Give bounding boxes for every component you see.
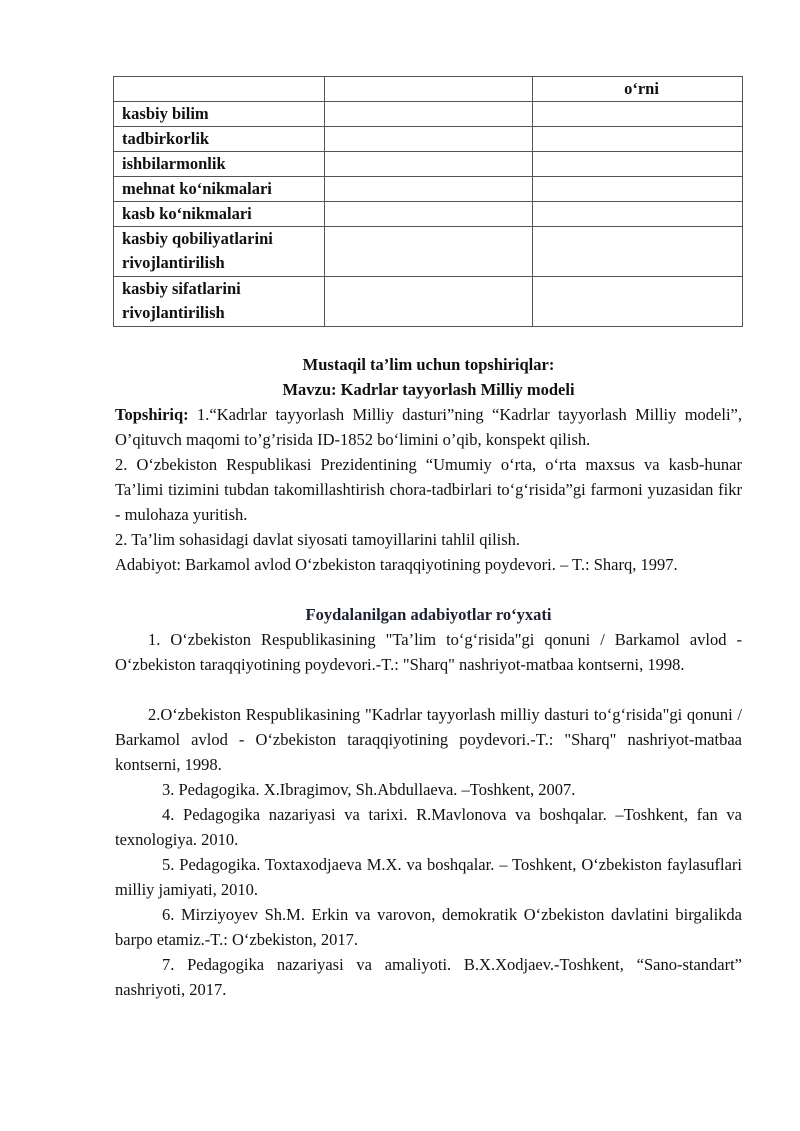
row-label: tadbirkorlik xyxy=(114,127,325,152)
reference-item: 6. Mirziyoyev Sh.M. Erkin va varovon, demokratik O‘zbekiston davlatini birgalikda barpo etamiz.-T.: O‘zbekiston, 2017. xyxy=(115,905,742,949)
table-cell xyxy=(325,127,533,152)
references-title: Foydalanilgan adabiyotlar ro‘yxati xyxy=(305,605,552,624)
task-text: 1.“Kadrlar tayyorlash Milliy dasturi”ning “Kadrlar tayyorlash Milliy modeli”, O’qituvch maqomi to’g’risida ID-1852 bo‘limini o’qib, konspekt qilish. xyxy=(115,405,742,449)
reference-item: 5. Pedagogika. Toxtaxodjaeva M.X. va boshqalar. – Toshkent, O‘zbekiston faylasuflari milliy jamiyati, 2010. xyxy=(115,855,742,899)
table-header-cell xyxy=(325,77,533,102)
task-paragraph xyxy=(115,402,742,452)
table-cell xyxy=(533,277,743,327)
table-cell xyxy=(533,127,743,152)
topic-title: Mavzu: Kadrlar tayyorlash Milliy modeli xyxy=(282,380,575,399)
row-label: kasb ko‘nikmalari xyxy=(114,202,325,227)
table-header-cell: o‘rni xyxy=(533,77,743,102)
row-label: mehnat ko‘nikmalari xyxy=(114,177,325,202)
task-label: Topshiriq: xyxy=(115,405,189,424)
table-cell xyxy=(325,227,533,277)
table-cell xyxy=(325,177,533,202)
reference-item: 2.O‘zbekiston Respublikasining "Kadrlar tayyorlash milliy dasturi to‘g‘risida"gi qonuni / Barkamol avlod - O‘zbekiston taraqqiyotining poydevori.-T.: "Sharq" nashriyot-matbaa kontserni, 1998. xyxy=(115,705,742,774)
table-cell xyxy=(325,202,533,227)
task-paragraph-3: 2. Ta’lim sohasidagi davlat siyosati tamoyillarini tahlil qilish. xyxy=(115,530,521,549)
table-row xyxy=(114,227,743,277)
task-paragraph-2: 2. O‘zbekiston Respublikasi Prezidentining “Umumiy o‘rta, o‘rta maxsus va kasb-hunar Ta’limi tizimini tubdan takomillashtirish chora-tadbirlari to‘g‘risida”gi farmoni yuzasidan fikr - mulohaza yuritish. xyxy=(115,455,742,524)
reference-item: 4. Pedagogika nazariyasi va tarixi. R.Mavlonova va boshqalar. –Toshkent, fan va texnologiya. 2010. xyxy=(115,805,742,849)
table-cell xyxy=(325,277,533,327)
reference-item: 7. Pedagogika nazariyasi va amaliyoti. B.X.Xodjaev.-Toshkent, “Sano-standart” nashriyoti, 2017. xyxy=(115,955,742,999)
reference-item: 1. O‘zbekiston Respublikasining "Ta’lim to‘g‘risida"gi qonuni / Barkamol avlod - O‘zbekiston taraqqiyotining poydevori.-T.: "Sharq" nashriyot-matbaa kontserni, 1998. xyxy=(115,630,742,674)
row-label: kasbiy sifatlarini rivojlantirilish xyxy=(114,277,325,327)
table-header-row xyxy=(114,77,743,102)
adabiyot-paragraph: Adabiyot: Barkamol avlod O‘zbekiston taraqqiyotining poydevori. – T.: Sharq, 1997. xyxy=(115,555,678,574)
table-row xyxy=(114,152,743,177)
table-row xyxy=(114,102,743,127)
table-header-cell xyxy=(114,77,325,102)
table-cell xyxy=(533,227,743,277)
reference-item: 3. Pedagogika. X.Ibragimov, Sh.Abdullaeva. –Toshkent, 2007. xyxy=(162,780,576,799)
skills-table xyxy=(113,76,743,327)
row-label: kasbiy bilim xyxy=(114,102,325,127)
table-cell xyxy=(533,177,743,202)
section-title: Mustaqil ta’lim uchun topshiriqlar: xyxy=(302,355,555,374)
table-cell xyxy=(533,152,743,177)
table-cell xyxy=(533,102,743,127)
table-row xyxy=(114,277,743,327)
table-row xyxy=(114,127,743,152)
table-row xyxy=(114,202,743,227)
table-row xyxy=(114,177,743,202)
table-cell xyxy=(325,152,533,177)
row-label: ishbilarmonlik xyxy=(114,152,325,177)
row-label: kasbiy qobiliyatlarini rivojlantirilish xyxy=(114,227,325,277)
table-cell xyxy=(533,202,743,227)
table-cell xyxy=(325,102,533,127)
